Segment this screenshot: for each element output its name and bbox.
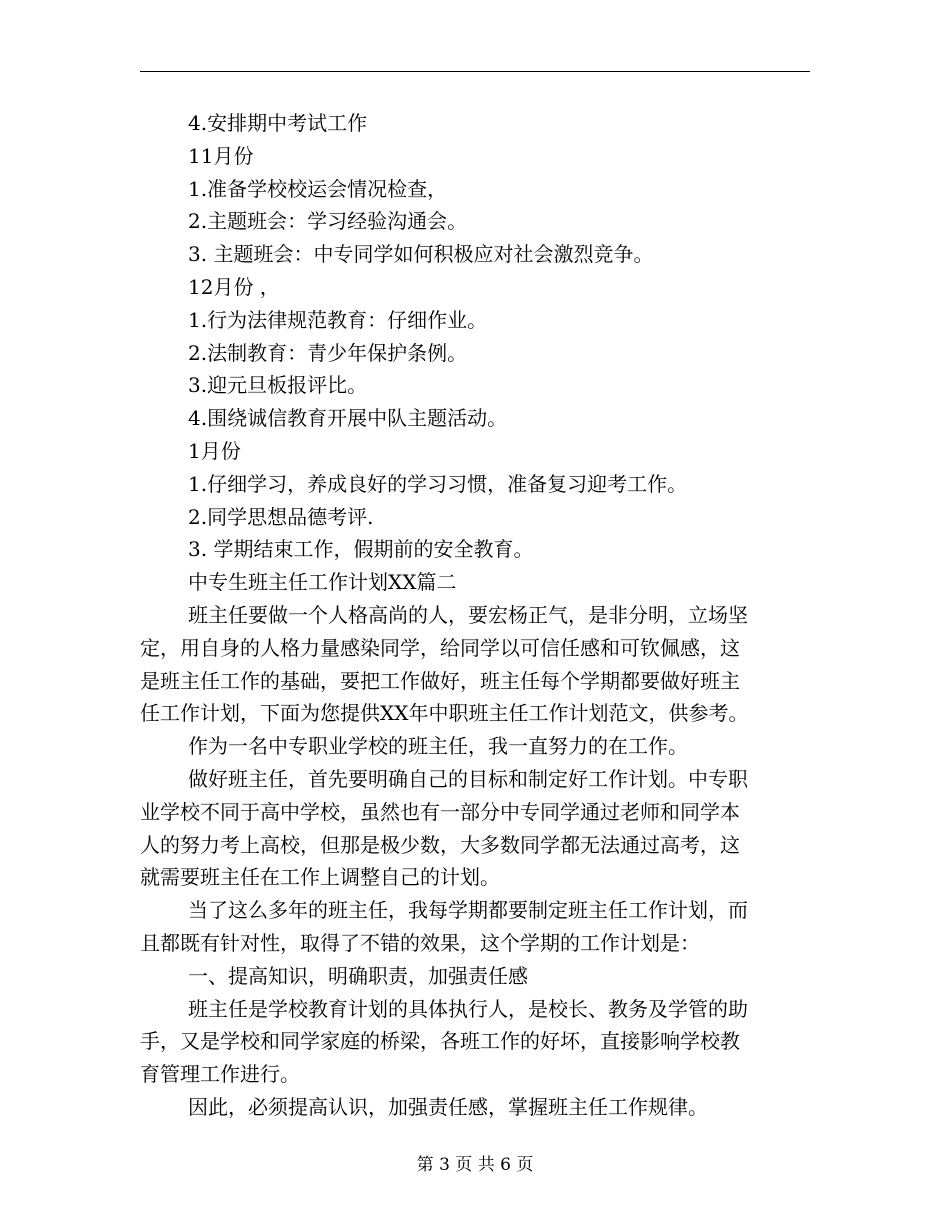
paragraph-line: 是班主任工作的基础，要把工作做好，班主任每个学期都要做好班主 [140, 669, 740, 693]
month-heading: 11月份 [188, 144, 254, 168]
paragraph-line: 任工作计划，下面为您提供XX年中职班主任工作计划范文，供参考。 [140, 701, 749, 725]
paragraph-line: 班主任要做一个人格高尚的人，要宏杨正气，是非分明，立场坚 [188, 603, 748, 627]
month-heading: 12月份 ， [188, 275, 280, 299]
section-title: 中专生班主任工作计划XX篇二 [188, 570, 457, 594]
text-line: 4.安排期中考试工作 [188, 111, 368, 135]
text-line: 3. 主题班会：中专同学如何积极应对社会激烈竞争。 [188, 242, 654, 266]
text-line: 2.主题班会：学习经验沟通会。 [188, 209, 468, 233]
paragraph-line: 做好班主任，首先要明确自己的目标和制定好工作计划。中专职 [188, 767, 748, 791]
paragraph-line: 定，用自身的人格力量感染同学，给同学以可信任感和可钦佩感，这 [140, 636, 740, 660]
text-line: 4.围绕诚信教育开展中队主题活动。 [188, 406, 508, 430]
paragraph-line: 当了这么多年的班主任，我每学期都要制定班主任工作计划，而 [188, 898, 748, 922]
text-line: 2.法制教育：青少年保护条例。 [188, 341, 468, 365]
paragraph-line: 人的努力考上高校，但那是极少数，大多数同学都无法通过高考，这 [140, 833, 740, 857]
paragraph-line: 因此，必须提高认识，加强责任感，掌握班主任工作规律。 [188, 1095, 708, 1119]
paragraph-line: 班主任是学校教育计划的具体执行人，是校长、教务及学管的助 [188, 997, 748, 1021]
paragraph-line: 育管理工作进行。 [140, 1062, 300, 1086]
paragraph-line: 且都既有针对性，取得了不错的效果，这个学期的工作计划是： [140, 931, 700, 955]
text-line: 2.同学思想品德考评. [188, 505, 374, 529]
subheading: 一、提高知识，明确职责，加强责任感 [188, 964, 528, 988]
text-line: 3.迎元旦板报评比。 [188, 373, 368, 397]
paragraph-line: 手，又是学校和同学家庭的桥梁，各班工作的好坏，直接影响学校教 [140, 1029, 740, 1053]
text-line: 1.仔细学习，养成良好的学习习惯，准备复习迎考工作。 [188, 472, 688, 496]
month-heading: 1月份 [188, 439, 241, 463]
paragraph-line: 就需要班主任在工作上调整自己的计划。 [140, 865, 500, 889]
header-rule [140, 71, 810, 72]
text-line: 1.准备学校校运会情况检查， [188, 177, 448, 201]
page-number: 第 3 页 共 6 页 [416, 1155, 534, 1175]
paragraph-line: 业学校不同于高中学校，虽然也有一部分中专同学通过老师和同学本 [140, 800, 740, 824]
paragraph-line: 作为一名中专职业学校的班主任，我一直努力的在工作。 [188, 734, 688, 758]
text-line: 3. 学期结束工作，假期前的安全教育。 [188, 537, 534, 561]
text-line: 1.行为法律规范教育：仔细作业。 [188, 308, 488, 332]
